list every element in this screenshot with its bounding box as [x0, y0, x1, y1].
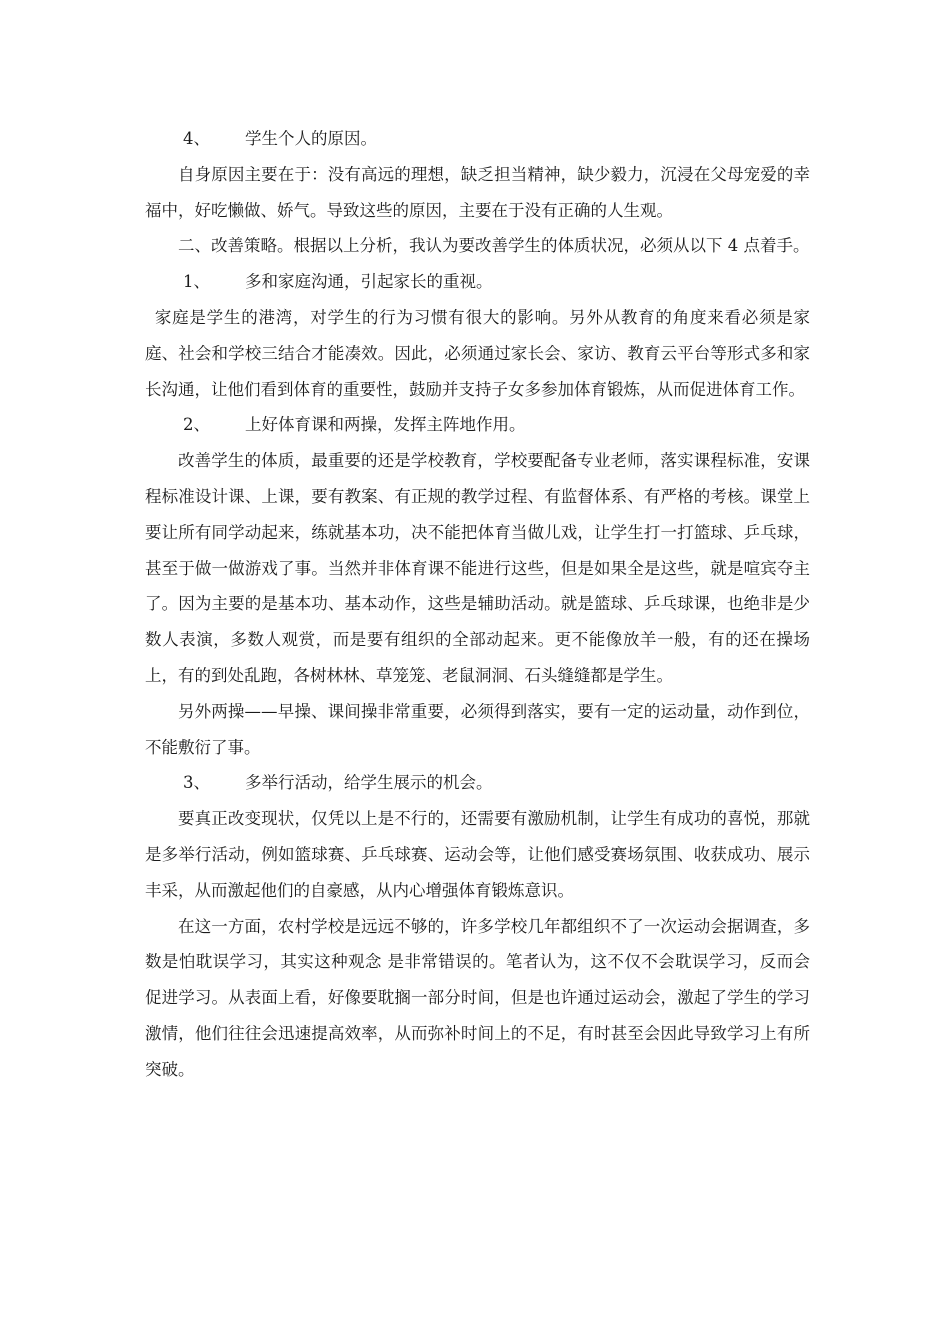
- list-item-text: 多举行活动，给学生展示的机会。: [245, 773, 493, 793]
- list-item-text: 学生个人的原因。: [245, 129, 377, 148]
- list-number: 4、: [183, 129, 210, 148]
- paragraph: 家庭是学生的港湾，对学生的行为习惯有很大的影响。另外从教育的角度来看必须是家庭、社会和学校三结合才能凑效。因此，必须通过家长会、家访、教育云平台等形式多和家长沟通，让他们看到体育的重要性，鼓励并支持子女多参加体育锻炼，从而促进体育工作。: [145, 307, 810, 399]
- list-item-text: 上好体育课和两操，发挥主阵地作用。: [245, 415, 526, 435]
- paragraph: 自身原因主要在于：没有高远的理想，缺乏担当精神，缺少毅力，沉浸在父母宠爱的幸福中，好吃懒做、娇气。导致这些的原因，主要在于没有正确的人生观。: [145, 164, 810, 220]
- list-item-2: [145, 407, 810, 443]
- list-item-1: [145, 264, 810, 300]
- paragraph: 另外两操——早操、课间操非常重要，必须得到落实，要有一定的运动量，动作到位，不能敷衍了事。: [145, 701, 810, 757]
- list-number: 1、: [183, 272, 210, 292]
- list-number: 2、: [183, 415, 210, 435]
- paragraph: 在这一方面，农村学校是远远不够的，许多学校几年都组织不了一次运动会据调查，多数是怕耽误学习，其实这种观念 是非常错误的。笔者认为，这不仅不会耽误学习，反而会促进学习。从表面上看，好像要耽搁一部分时间，但是也许通过运动会，激起了学生的学习激情，他们往往会迅速提高效率，从而弥补时间上的不足，有时甚至会因此导致学习上有所突破。: [145, 916, 810, 1079]
- list-item-3: [145, 765, 810, 801]
- document-body: [145, 121, 810, 1088]
- list-number: 3、: [183, 773, 210, 793]
- list-item-4: [145, 121, 810, 157]
- paragraph: 改善学生的体质，最重要的还是学校教育，学校要配备专业老师，落实课程标准，安课程标准设计课、上课，要有教案、有正规的教学过程、有监督体系、有严格的考核。课堂上要让所有同学动起来，练就基本功，决不能把体育当做儿戏，让学生打一打篮球、乒乓球，甚至于做一做游戏了事。当然并非体育课不能进行这些，但是如果全是这些，就是喧宾夺主了。因为主要的是基本功、基本动作，这些是辅助活动。就是篮球、乒乓球课，也绝非是少数人表演，多数人观赏，而是要有组织的全部动起来。更不能像放羊一般，有的还在操场上，有的到处乱跑，各树林林、草笼笼、老鼠洞洞、石头缝缝都是学生。: [145, 451, 810, 685]
- paragraph: 要真正改变现状，仅凭以上是不行的，还需要有激励机制，让学生有成功的喜悦，那就是多举行活动，例如篮球赛、乒乓球赛、运动会等，让他们感受赛场氛围、收获成功、展示丰采，从而激起他们的自豪感，从内心增强体育锻炼意识。: [145, 809, 810, 900]
- list-item-text: 多和家庭沟通，引起家长的重视。: [245, 272, 493, 292]
- section-heading-paragraph: 二、改善策略。根据以上分析，我认为要改善学生的体质状况，必须从以下 4 点着手。: [178, 236, 810, 256]
